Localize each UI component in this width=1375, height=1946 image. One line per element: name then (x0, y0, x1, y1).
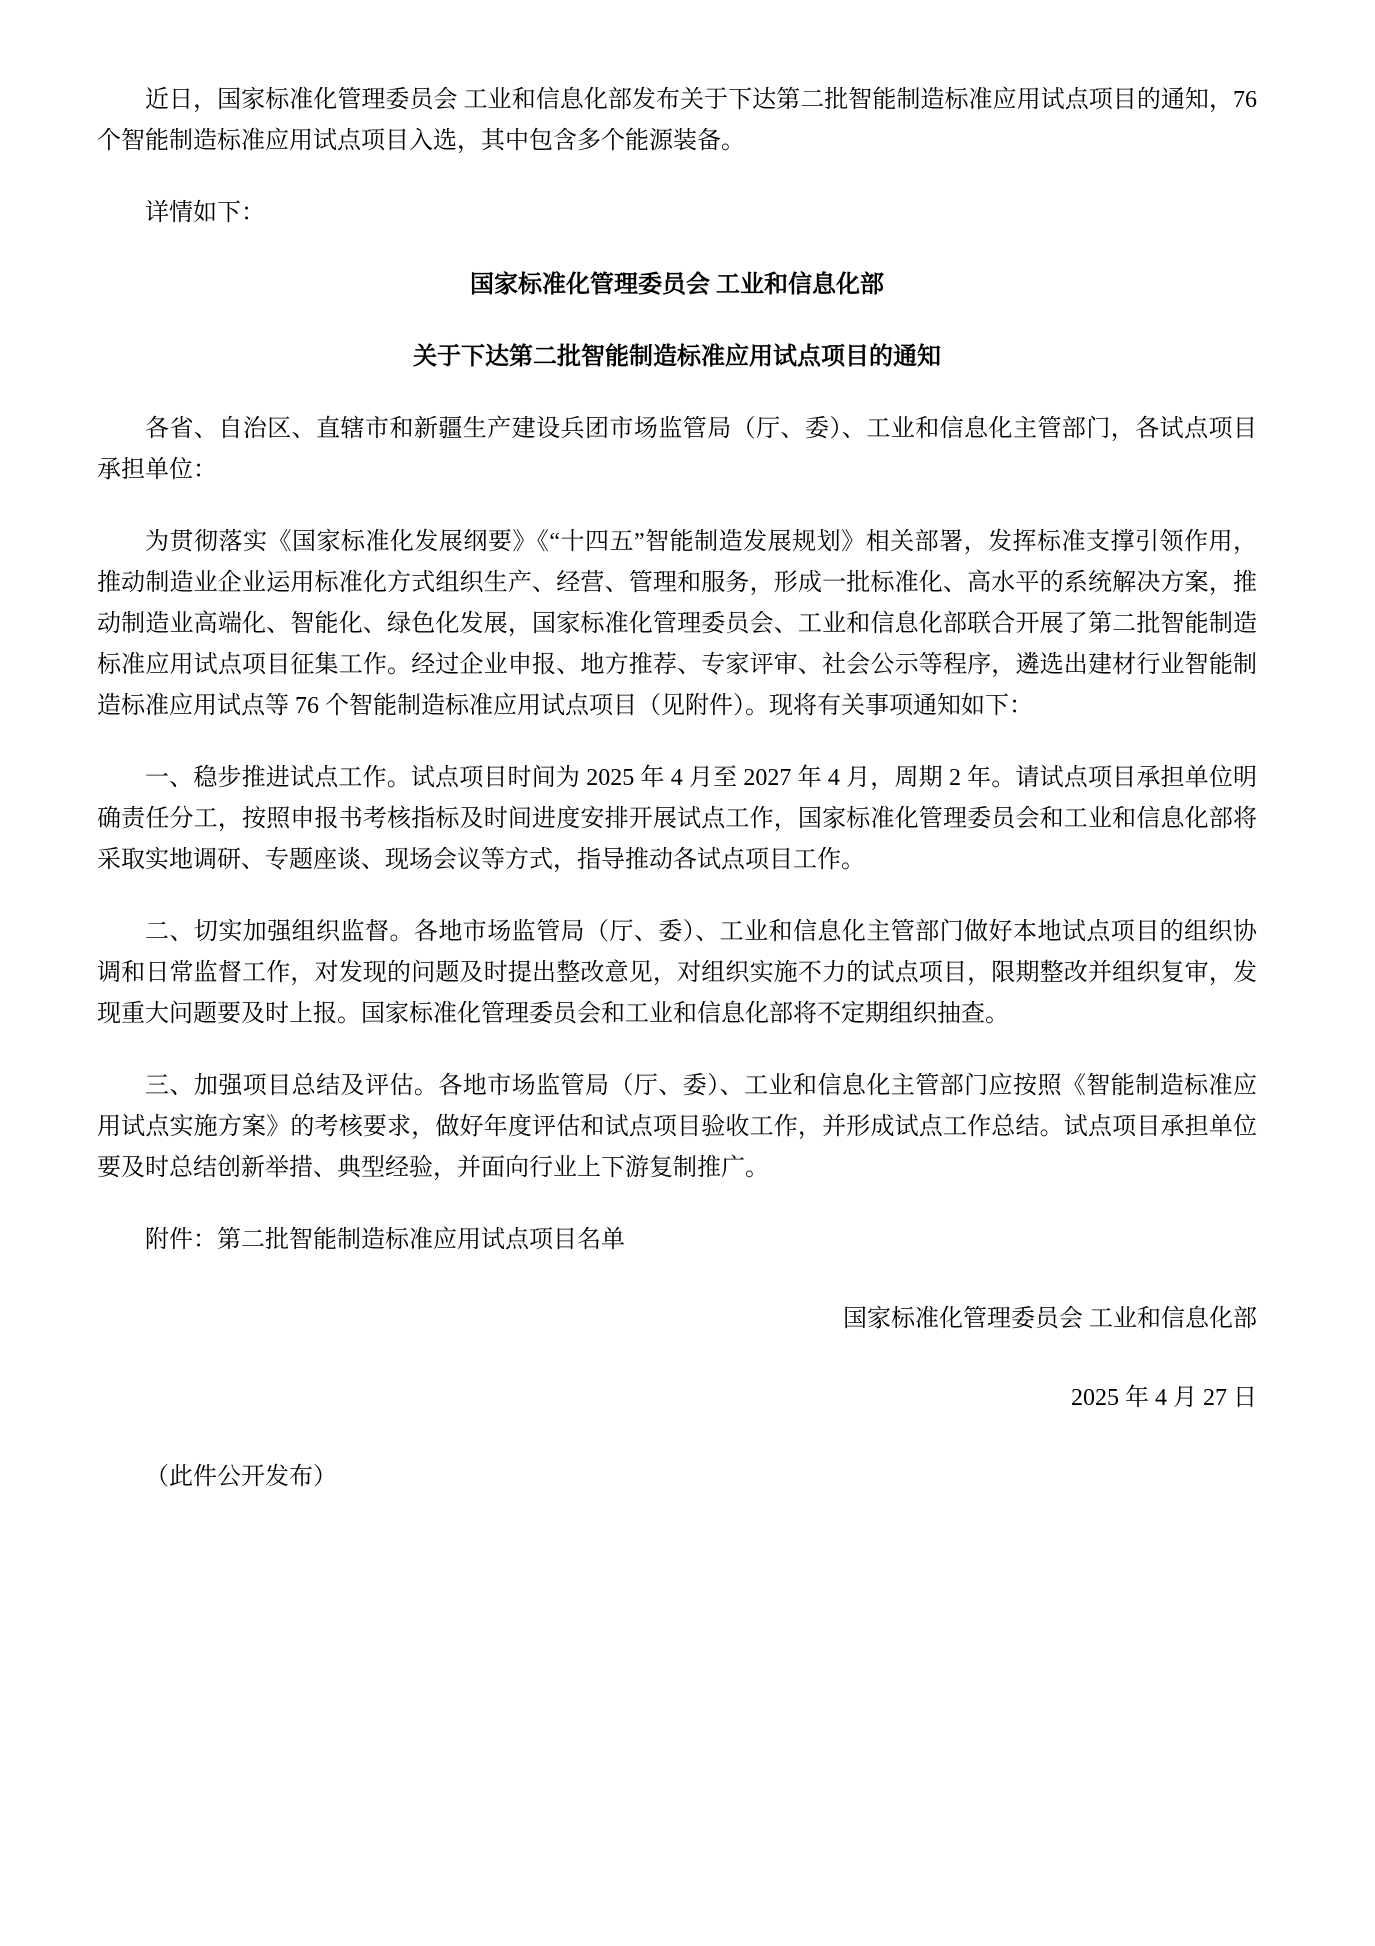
intro-summary-paragraph: 近日，国家标准化管理委员会 工业和信息化部发布关于下达第二批智能制造标准应用试点项目的通知，76 个智能制造标准应用试点项目入选，其中包含多个能源装备。 (97, 87, 1257, 154)
signature-line: 国家标准化管理委员会 工业和信息化部 (843, 1306, 1257, 1332)
date-line: 2025 年 4 月 27 日 (1071, 1385, 1257, 1411)
notice-salutation: 各省、自治区、直辖市和新疆生产建设兵团市场监管局（厅、委）、工业和信息化主管部门，各试点项目承担单位： (97, 416, 1257, 483)
notice-title-organizations: 国家标准化管理委员会 工业和信息化部 (470, 272, 884, 298)
notice-title-subject: 关于下达第二批智能制造标准应用试点项目的通知 (413, 344, 941, 370)
notice-body-paragraph-item-2: 二、切实加强组织监督。各地市场监管局（厅、委）、工业和信息化主管部门做好本地试点项目的组织协调和日常监督工作，对发现的问题及时提出整改意见，对组织实施不力的试点项目，限期整改并组织复审，发现重大问题要及时上报。国家标准化管理委员会和工业和信息化部将不定期组织抽查。 (97, 919, 1257, 1027)
details-label: 详情如下： (145, 200, 265, 226)
notice-body-paragraph-preamble: 为贯彻落实《国家标准化发展纲要》《“十四五”智能制造发展规划》相关部署，发挥标准支撑引领作用，推动制造业企业运用标准化方式组织生产、经营、管理和服务，形成一批标准化、高水平的系统解决方案，推动制造业高端化、智能化、绿色化发展，国家标准化管理委员会、工业和信息化部联合开展了第二批智能制造标准应用试点项目征集工作。经过企业申报、地方推荐、专家评审、社会公示等程序，遴选出建材行业智能制造标准应用试点等 76 个智能制造标准应用试点项目（见附件）。现将有关事项通知如下： (97, 529, 1257, 719)
public-release-footnote: （此件公开发布） (145, 1464, 337, 1490)
attachment-line: 附件：第二批智能制造标准应用试点项目名单 (145, 1227, 625, 1253)
notice-body-paragraph-item-3: 三、加强项目总结及评估。各地市场监管局（厅、委）、工业和信息化主管部门应按照《智能制造标准应用试点实施方案》的考核要求，做好年度评估和试点项目验收工作，并形成试点工作总结。试点项目承担单位要及时总结创新举措、典型经验，并面向行业上下游复制推广。 (97, 1073, 1257, 1181)
notice-body-paragraph-item-1: 一、稳步推进试点工作。试点项目时间为 2025 年 4 月至 2027 年 4 月，周期 2 年。请试点项目承担单位明确责任分工，按照申报书考核指标及时间进度安排开展试点工作，国家标准化管理委员会和工业和信息化部将采取实地调研、专题座谈、现场会议等方式，指导推动各试点项目工作。 (97, 765, 1257, 873)
